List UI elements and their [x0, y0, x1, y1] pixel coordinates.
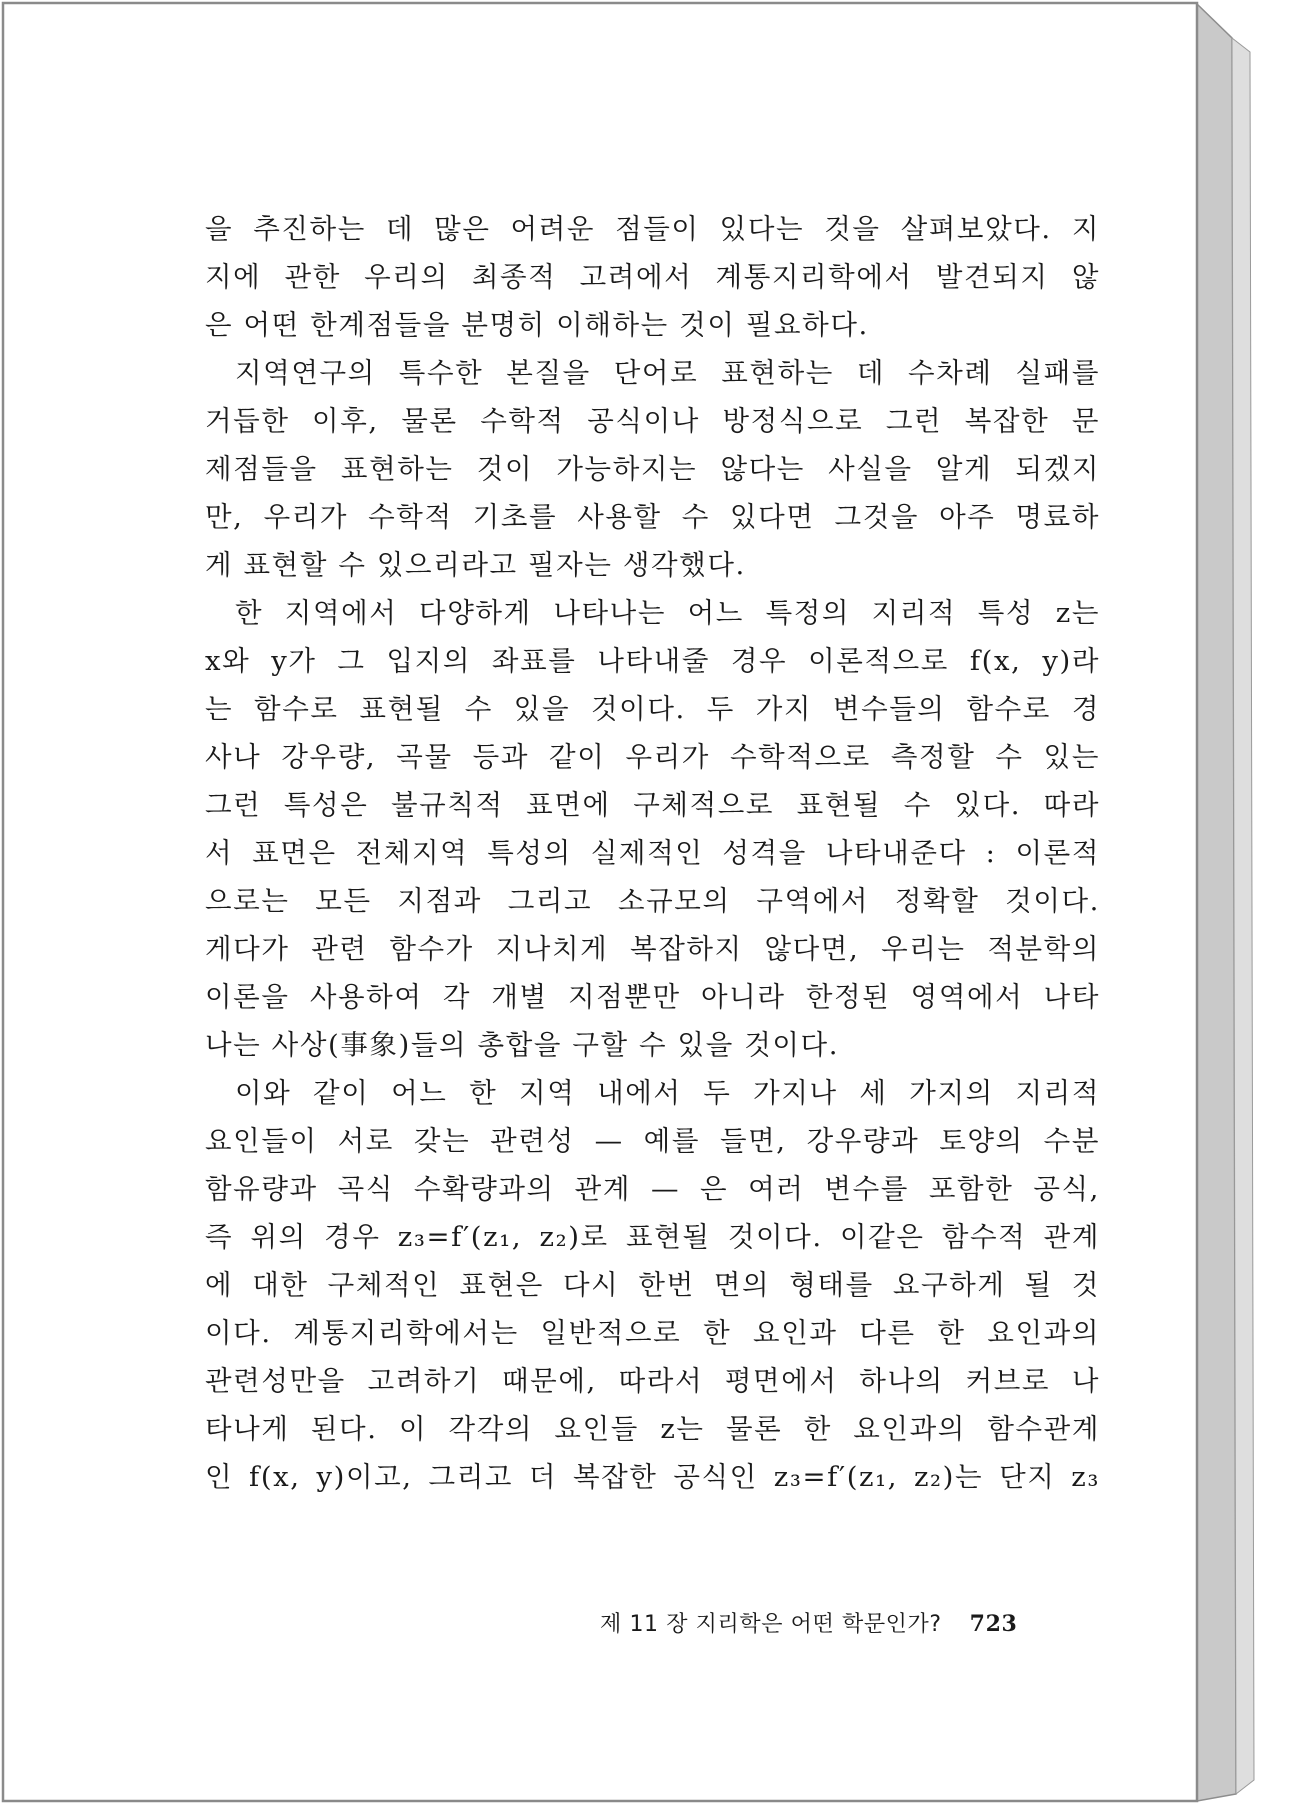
paragraph-2 — [205, 349, 1100, 589]
text-line: x와 y가 그 입지의 좌표를 나타내줄 경우 이론적으로 f(x, y)라 — [205, 645, 1100, 677]
text-line: 관련성만을 고려하기 때문에, 따라서 평면에서 하나의 커브로 나 — [205, 1365, 1100, 1397]
text-line: 제점들을 표현하는 것이 가능하지는 않다는 사실을 알게 되겠지 — [205, 453, 1100, 485]
text-line: 요인들이 서로 갖는 관련성 — 예를 들면, 강우량과 토양의 수분 — [205, 1125, 1100, 1157]
text-line: 거듭한 이후, 물론 수학적 공식이나 방정식으로 그런 복잡한 문 — [205, 405, 1100, 437]
text-line: 는 함수로 표현될 수 있을 것이다. 두 가지 변수들의 함수로 경 — [205, 693, 1100, 725]
text-line: 만, 우리가 수학적 기초를 사용할 수 있다면 그것을 아주 명료하 — [205, 501, 1100, 533]
page-number: 723 — [969, 1611, 1018, 1637]
paragraph-4 — [205, 1069, 1100, 1501]
text-line: 에 대한 구체적인 표현은 다시 한번 면의 형태를 요구하게 될 것 — [205, 1269, 1100, 1301]
text-line: 이론을 사용하여 각 개별 지점뿐만 아니라 한정된 영역에서 나타 — [205, 981, 1100, 1013]
text-line: 게 표현할 수 있으리라고 필자는 생각했다. — [205, 549, 746, 581]
text-line: 타나게 된다. 이 각각의 요인들 z는 물론 한 요인과의 함수관계 — [205, 1413, 1100, 1445]
text-line: 이다. 계통지리학에서는 일반적으로 한 요인과 다른 한 요인과의 — [205, 1317, 1100, 1349]
text-line: 게다가 관련 함수가 지나치게 복잡하지 않다면, 우리는 적분학의 — [205, 933, 1100, 965]
text-line: 으로는 모든 지점과 그리고 소규모의 구역에서 정확할 것이다. — [205, 885, 1100, 917]
text-line: 함유량과 곡식 수확량과의 관계 — 은 여러 변수를 포함한 공식, — [205, 1173, 1100, 1205]
body-text — [205, 205, 1100, 1501]
text-line: 사나 강우량, 곡물 등과 같이 우리가 수학적으로 측정할 수 있는 — [205, 741, 1100, 773]
text-line: 즉 위의 경우 z₃=f′(z₁, z₂)로 표현될 것이다. 이같은 함수적 관계 — [205, 1221, 1100, 1253]
chapter-title: 제 11 장 지리학은 어떤 학문인가? — [600, 1612, 942, 1637]
text-line: 한 지역에서 다양하게 나타나는 어느 특정의 지리적 특성 z는 — [235, 597, 1100, 629]
text-line: 서 표면은 전체지역 특성의 실제적인 성격을 나타내준다 : 이론적 — [205, 837, 1100, 869]
page-footer — [600, 1607, 1070, 1638]
text-line: 지에 관한 우리의 최종적 고려에서 계통지리학에서 발견되지 않 — [205, 261, 1100, 293]
text-line: 지역연구의 특수한 본질을 단어로 표현하는 데 수차례 실패를 — [235, 357, 1100, 389]
paragraph-3 — [205, 589, 1100, 1069]
text-line: 을 추진하는 데 많은 어려운 점들이 있다는 것을 살펴보았다. 지 — [205, 213, 1100, 245]
paragraph-1 — [205, 205, 1100, 349]
text-line: 은 어떤 한계점들을 분명히 이해하는 것이 필요하다. — [205, 309, 869, 341]
text-line: 나는 사상(事象)들의 총합을 구할 수 있을 것이다. — [205, 1029, 840, 1061]
text-line: 그런 특성은 불규칙적 표면에 구체적으로 표현될 수 있다. 따라 — [205, 789, 1100, 821]
text-line: 이와 같이 어느 한 지역 내에서 두 가지나 세 가지의 지리적 — [235, 1077, 1100, 1109]
text-line: 인 f(x, y)이고, 그리고 더 복잡한 공식인 z₃=f′(z₁, z₂)는 단지 z₃ — [205, 1461, 1100, 1493]
